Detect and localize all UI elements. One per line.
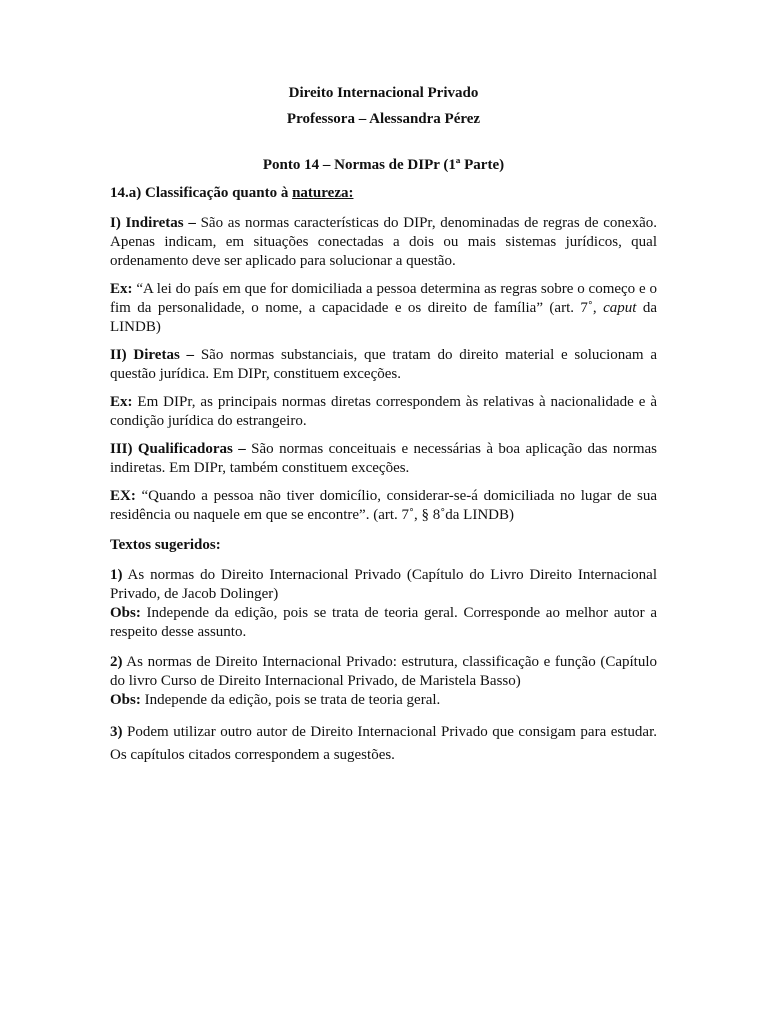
italic-caput: caput xyxy=(603,300,637,316)
professor-name: Professora – Alessandra Pérez xyxy=(286,111,481,127)
suggested-text-3 xyxy=(110,721,657,767)
item-3-number: 3) xyxy=(110,724,123,740)
paragraph-diretas xyxy=(110,346,657,384)
text-diretas: São normas substanciais, que tratam do direito material e solucionam a questão jurídica. Em DIPr, constituem exceções. xyxy=(110,347,657,382)
texts-heading-label: Textos sugeridos: xyxy=(110,537,221,553)
suggested-text-2-obs xyxy=(110,691,657,710)
text-example-3: “Quando a pessoa não tiver domicílio, considerar-se-á domiciliada no lugar de sua residência ou naquele em que se encontre”. (art. 7˚, § 8˚da LINDB) xyxy=(110,488,657,523)
suggested-text-1-obs xyxy=(110,604,657,642)
texts-heading xyxy=(110,536,657,555)
label-example-2: Ex: xyxy=(110,394,133,410)
section-keyword: natureza: xyxy=(292,185,354,201)
label-diretas: II) Diretas – xyxy=(110,347,195,363)
text-qualificadoras: São normas conceituais e necessárias à boa aplicação das normas indiretas. Em DIPr, também constituem exceções. xyxy=(110,441,658,476)
suggested-text-1 xyxy=(110,566,657,604)
paragraph-example-3 xyxy=(110,487,657,525)
paragraph-example-2 xyxy=(110,393,657,431)
section-heading xyxy=(110,184,657,203)
text-example-1: “A lei do país em que for domiciliada a pessoa determina as regras sobre o começo e o fim da personalidade, o nome, a capacidade e os direito de família” (art. 7˚, xyxy=(110,281,657,316)
text-example-1-end: da LINDB) xyxy=(110,300,657,335)
course-title: Direito Internacional Privado xyxy=(288,85,479,101)
item-1-number: 1) xyxy=(110,567,123,583)
item-1-obs-label: Obs: xyxy=(110,605,141,621)
item-1-obs-text: Independe da edição, pois se trata de teoria geral. Corresponde ao melhor autor a respeito desse assunto. xyxy=(110,605,657,640)
text-example-2: Em DIPr, as principais normas diretas correspondem às relativas à nacionalidade e à condição jurídica do estrangeiro. xyxy=(110,394,657,429)
suggested-text-2 xyxy=(110,653,657,691)
text-indiretas: São as normas características do DIPr, denominadas de regras de conexão. Apenas indicam, em situações conectadas a dois ou mais sistemas jurídicos, qual ordenamento deve ser aplicado para solucionar a questão. xyxy=(110,215,657,269)
item-2-obs-text: Independe da edição, pois se trata de teoria geral. xyxy=(140,692,441,708)
paragraph-qualificadoras xyxy=(110,440,657,478)
item-2-number: 2) xyxy=(110,654,123,670)
label-example-3: EX: xyxy=(110,488,136,504)
label-example-1: Ex: xyxy=(110,281,133,297)
section-prefix: 14.a) Classificação quanto à xyxy=(110,185,293,201)
paragraph-example-1 xyxy=(110,280,657,337)
label-qualificadoras: III) Qualificadoras – xyxy=(110,441,246,457)
item-1-text: As normas do Direito Internacional Privado (Capítulo do Livro Direito Internacional Privado, de Jacob Dolinger) xyxy=(110,567,657,602)
document-body xyxy=(110,84,657,776)
item-2-text: As normas de Direito Internacional Privado: estrutura, classificação e função (Capítulo do livro Curso de Direito Internacional Privado, de Maristela Basso) xyxy=(110,654,657,689)
label-indiretas: I) Indiretas – xyxy=(110,215,196,231)
topic-title: Ponto 14 – Normas de DIPr (1ª Parte) xyxy=(262,157,505,173)
item-2-obs-label: Obs: xyxy=(110,692,141,708)
item-3-text: Podem utilizar outro autor de Direito Internacional Privado que consigam para estudar. Os capítulos citados correspondem a sugestões. xyxy=(110,724,657,763)
paragraph-indiretas xyxy=(110,214,657,271)
